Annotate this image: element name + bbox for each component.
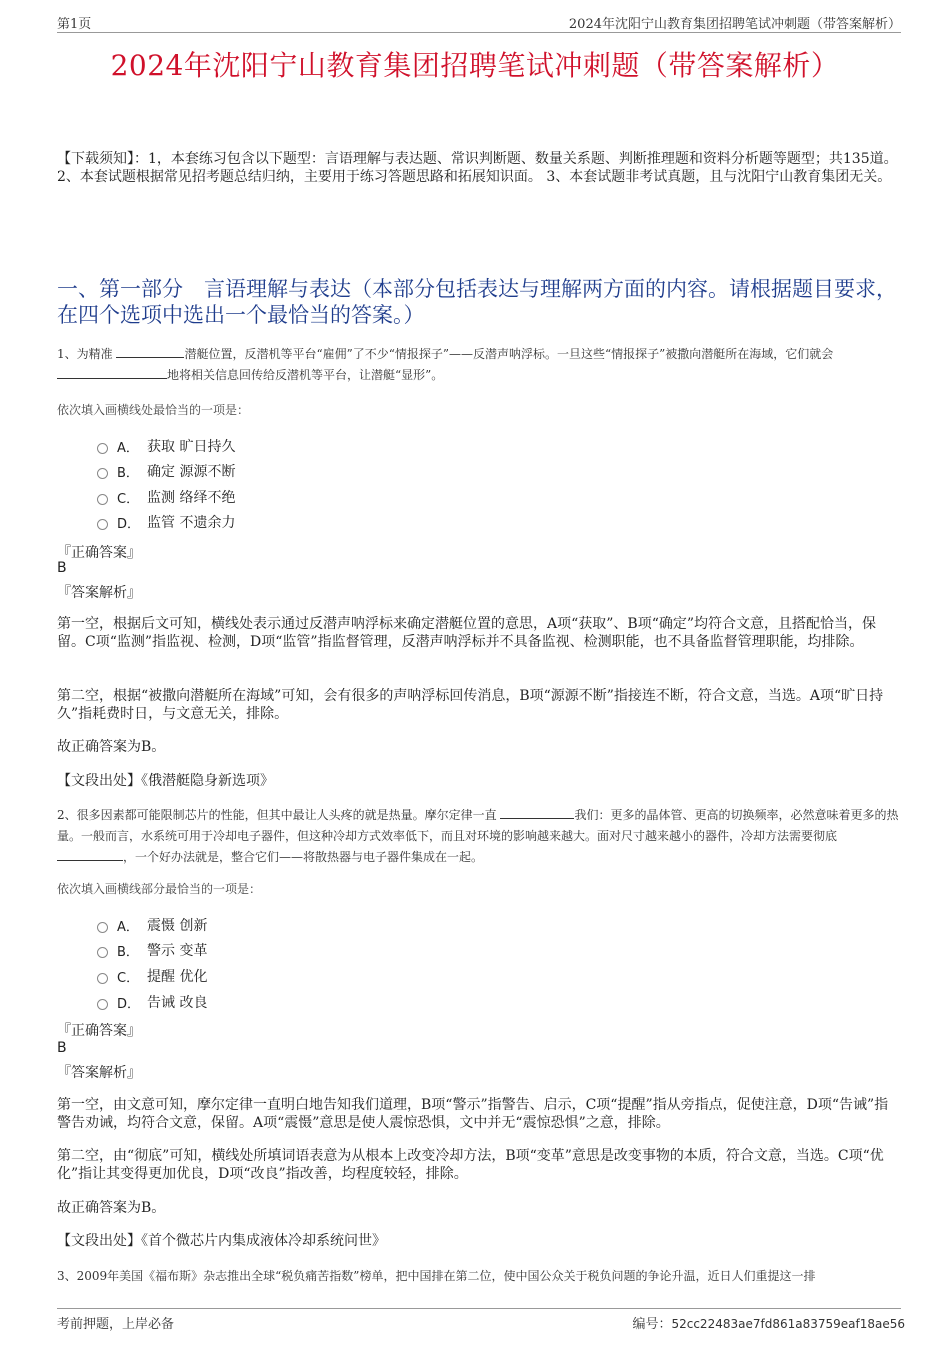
question-1-analysis-1: 第一空，根据后文可知，横线处表示通过反潜声呐浮标来确定潜艇位置的意思，A项“获取”、B项“确定”均符合文意，且搭配恰当，保留。C项“监测”指监视、检测，D项“监管”指监督管理，反潜声呐浮标并不具备监视、检测职能，也不具备监督管理职能，均排除。	[57, 616, 877, 650]
question-2-stem	[57, 805, 899, 868]
option-text: 警示 变革	[147, 943, 208, 959]
footer-id-value: 52cc22483ae7fd861a83759eaf18ae56	[671, 1317, 905, 1331]
stem-text: 地将相关信息回传给反潜机等平台，让潜艇“显形”。	[167, 368, 444, 382]
radio-icon[interactable]	[97, 443, 108, 454]
question-1-option-d[interactable]	[97, 511, 235, 533]
fill-blank	[116, 345, 184, 358]
question-2-conclusion: 故正确答案为B。	[57, 1200, 166, 1216]
radio-icon[interactable]	[97, 999, 108, 1010]
option-letter: D．	[117, 996, 141, 1012]
question-1-answer: B	[57, 560, 67, 576]
fill-blank	[57, 848, 123, 861]
option-text: 监测 络绎不绝	[147, 490, 236, 506]
question-1-option-b[interactable]	[97, 460, 235, 482]
stem-text: 潜艇位置，反潜机等平台“雇佣”了不少“情报探子”——反潜声呐浮标。一旦这些“情报探子”被撒向潜艇所在海域，它们就会	[184, 347, 834, 361]
download-notice: 【下载须知】：1，本套练习包含以下题型：言语理解与表达题、常识判断题、数量关系题、判断推理题和资料分析题等题型；共135道。 2、本套试题根据常见招考题总结归纳，主要用于练习答题思路和拓展知识面。 3、本套试题非考试真题，且与沈阳宁山教育集团无关。	[57, 151, 898, 185]
question-2-option-d[interactable]	[97, 991, 207, 1013]
radio-icon[interactable]	[97, 468, 108, 479]
question-2-answer: B	[57, 1040, 67, 1056]
question-2-option-b[interactable]	[97, 939, 207, 961]
option-letter: C．	[117, 970, 140, 986]
page-title: 2024年沈阳宁山教育集团招聘笔试冲刺题（带答案解析）	[110, 49, 840, 82]
question-1-option-a[interactable]	[97, 435, 235, 457]
option-text: 告诫 改良	[147, 995, 208, 1011]
option-letter: A．	[117, 919, 139, 935]
option-letter: D．	[117, 516, 141, 532]
radio-icon[interactable]	[97, 494, 108, 505]
question-1-stem	[57, 344, 899, 386]
question-1-source: 【文段出处】《俄潜艇隐身新选项》	[57, 773, 274, 789]
question-2-option-a[interactable]	[97, 914, 207, 936]
stem-text: ，一个好办法就是，整合它们——将散热器与电子器件集成在一起。	[123, 850, 484, 864]
option-text: 确定 源源不断	[147, 464, 236, 480]
radio-icon[interactable]	[97, 947, 108, 958]
header-doc-title: 2024年沈阳宁山教育集团招聘笔试冲刺题（带答案解析）	[568, 17, 901, 32]
page-number: 第1页	[57, 17, 92, 32]
question-1-answer-label: 『正确答案』	[57, 545, 141, 561]
stem-text: 我们：更多的晶体管、更高的切换频率，必然意味着更多的热量。一般而言，水系统可用于冷却电子器件，但这种冷却方式效率低下，而且对环境的影响越来越大。面对尺寸越来越小的器件，冷却方法需要彻底	[57, 808, 899, 843]
radio-icon[interactable]	[97, 922, 108, 933]
radio-icon[interactable]	[97, 519, 108, 530]
question-2-source: 【文段出处】《首个微芯片内集成液体冷却系统问世》	[57, 1233, 386, 1249]
question-1-conclusion: 故正确答案为B。	[57, 739, 166, 755]
radio-icon[interactable]	[97, 973, 108, 984]
section-heading: 一、第一部分 言语理解与表达（本部分包括表达与理解两方面的内容。请根据题目要求，在四个选项中选出一个最恰当的答案。）	[57, 277, 897, 327]
question-1-analysis-label: 『答案解析』	[57, 585, 141, 601]
stem-text: 1、为精准	[57, 347, 113, 361]
footer-id-label: 编号：	[632, 1317, 672, 1332]
footer-id	[632, 1313, 905, 1332]
question-1-analysis-2: 第二空，根据“被撒向潜艇所在海域”可知，会有很多的声呐浮标回传消息，B项“源源不断”指接连不断，符合文意，当选。A项“旷日持久”指耗费时日，与文意无关，排除。	[57, 688, 884, 722]
option-text: 提醒 优化	[147, 969, 208, 985]
footer-divider	[57, 1308, 901, 1309]
option-letter: A．	[117, 440, 139, 456]
option-text: 震慑 创新	[147, 918, 208, 934]
stem-text: 2、很多因素都可能限制芯片的性能，但其中最让人头疼的就是热量。摩尔定律一直	[57, 808, 497, 822]
option-letter: C．	[117, 491, 140, 507]
fill-blank	[500, 806, 574, 819]
option-text: 获取 旷日持久	[147, 439, 236, 455]
question-2-answer-label: 『正确答案』	[57, 1023, 141, 1039]
question-1-instruction: 依次填入画横线处最恰当的一项是：	[57, 403, 250, 417]
option-letter: B．	[117, 944, 139, 960]
question-1-option-c[interactable]	[97, 486, 235, 508]
question-2-instruction: 依次填入画横线部分最恰当的一项是：	[57, 882, 262, 896]
footer-slogan: 考前押题，上岸必备	[57, 1317, 175, 1332]
fill-blank	[57, 366, 167, 379]
question-2-analysis-label: 『答案解析』	[57, 1065, 141, 1081]
option-text: 监管 不遗余力	[147, 515, 236, 531]
question-3-stem: 3、2009年美国《福布斯》杂志推出全球“税负痛苦指数”榜单，把中国排在第二位，使中国公众关于税负问题的争论升温，近日人们重提这一排	[57, 1269, 816, 1283]
option-letter: B．	[117, 465, 139, 481]
header-divider	[57, 32, 901, 33]
question-2-analysis-2: 第二空，由“彻底”可知，横线处所填词语表意为从根本上改变冷却方法，B项“变革”意思是改变事物的本质，符合文意，当选。C项“优化”指让其变得更加优良，D项“改良”指改善，均程度较轻，排除。	[57, 1148, 884, 1182]
question-2-analysis-1: 第一空，由文意可知，摩尔定律一直明白地告知我们道理，B项“警示”指警告、启示，C项“提醒”指从旁指点，促使注意，D项“告诫”指警告劝诫，均符合文意，保留。A项“震慑”意思是使人震惊恐惧，文中并无“震惊恐惧”之意，排除。	[57, 1097, 889, 1131]
question-2-option-c[interactable]	[97, 965, 207, 987]
